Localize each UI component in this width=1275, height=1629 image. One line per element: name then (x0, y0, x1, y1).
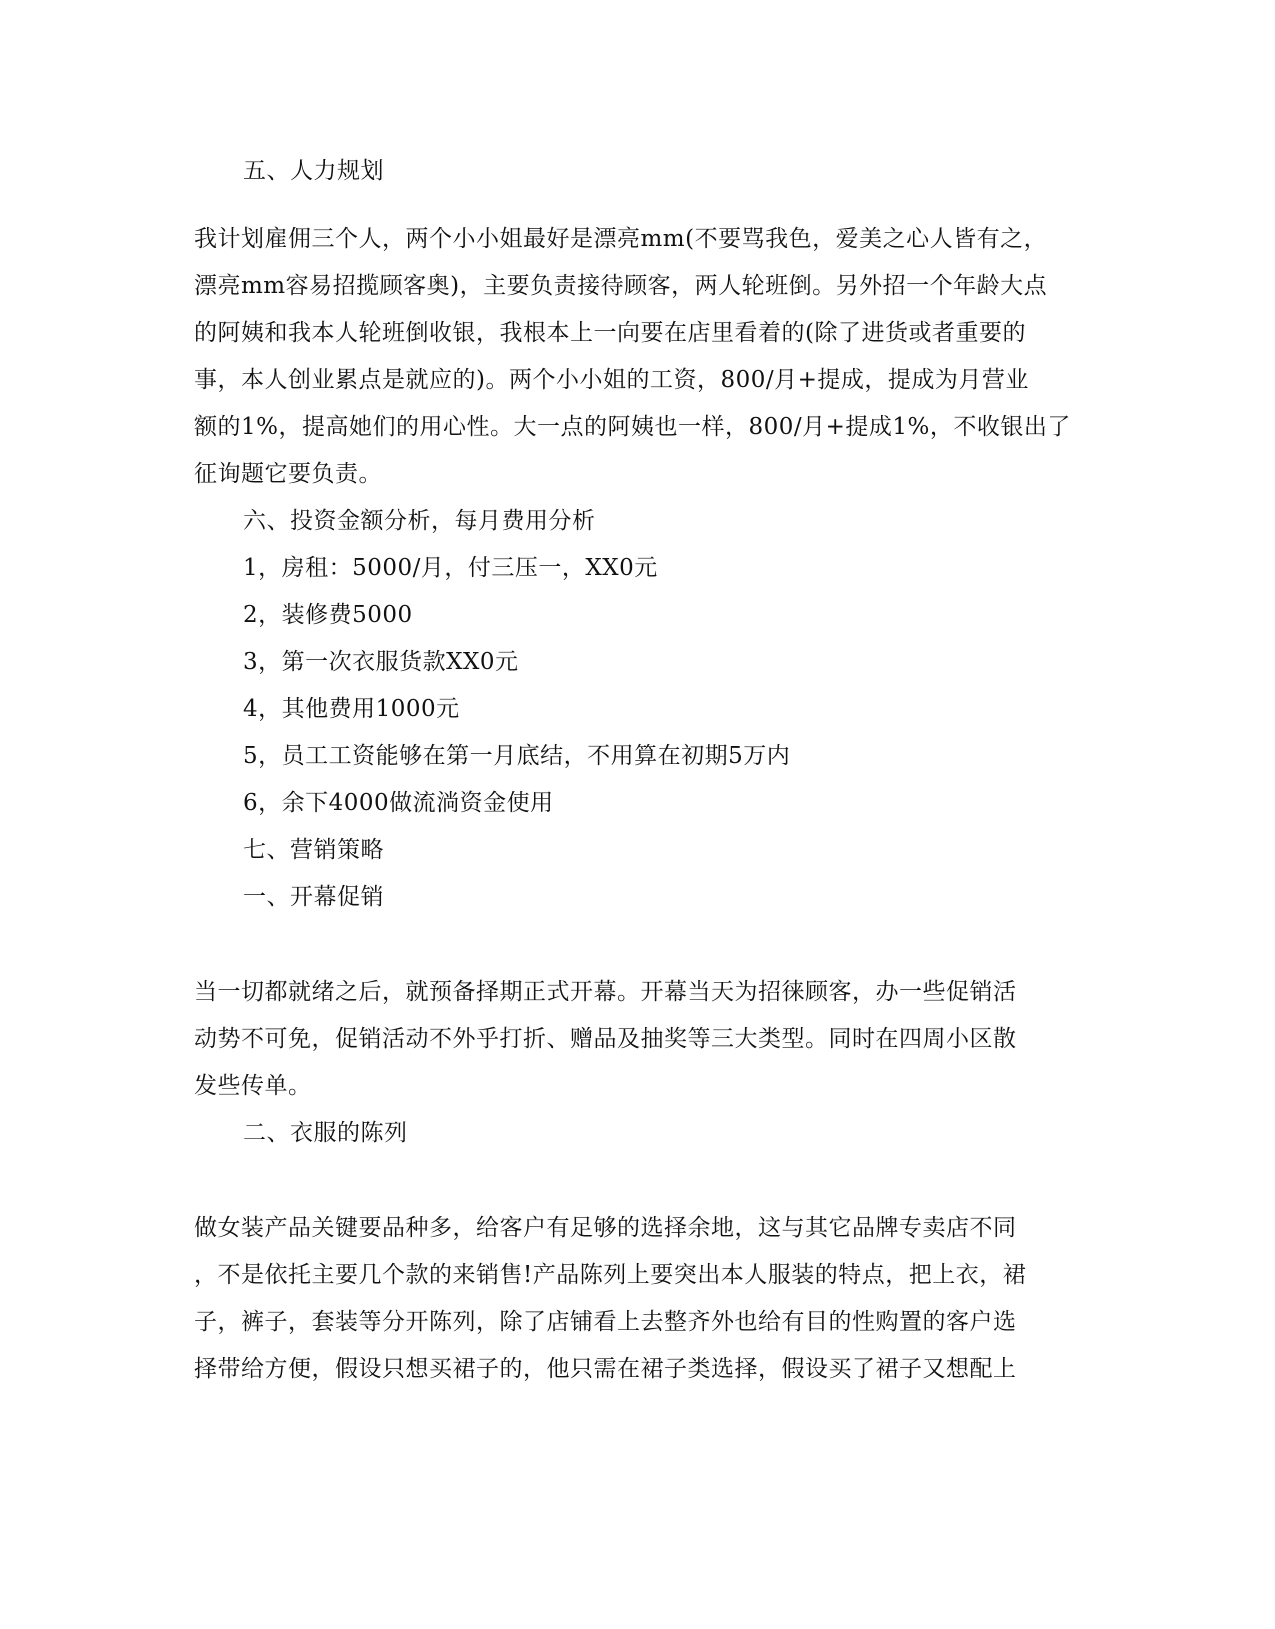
paragraph-line: 当一切都就绪之后，就预备择期正式开幕。开幕当天为招徕顾客，办一些促销活 (194, 979, 1017, 1005)
sub-heading-display: 二、衣服的陈列 (243, 1120, 408, 1146)
list-item: 2，装修费5000 (243, 602, 413, 628)
paragraph-line: 漂亮mm容易招揽顾客奥)，主要负责接待顾客，两人轮班倒。另外招一个年龄大点 (194, 273, 1048, 299)
paragraph-line: 的阿姨和我本人轮班倒收银，我根本上一向要在店里看着的(除了进货或者重要的 (194, 320, 1026, 346)
paragraph-line: 发些传单。 (194, 1073, 312, 1099)
paragraph-line: 子，裤子，套装等分开陈列，除了店铺看上去整齐外也给有目的性购置的客户选 (194, 1309, 1017, 1335)
list-item: 6，余下4000做流淌资金使用 (243, 790, 554, 816)
paragraph-line: 事，本人创业累点是就应的)。两个小小姐的工资，800/月+提成，提成为月营业 (194, 367, 1029, 393)
list-item: 4，其他费用1000元 (243, 696, 460, 722)
paragraph-line: 择带给方便，假设只想买裙子的，他只需在裙子类选择，假设买了裙子又想配上 (194, 1356, 1017, 1382)
section-heading-investment: 六、投资金额分析，每月费用分析 (243, 508, 596, 534)
paragraph-line: 动势不可免，促销活动不外乎打折、赠品及抽奖等三大类型。同时在四周小区散 (194, 1026, 1017, 1052)
list-item: 3，第一次衣服货款XX0元 (243, 649, 519, 675)
paragraph-line: ，不是依托主要几个款的来销售!产品陈列上要突出本人服装的特点，把上衣，裙 (194, 1262, 1027, 1288)
paragraph-line: 征询题它要负责。 (194, 461, 382, 487)
section-heading-marketing: 七、营销策略 (243, 837, 384, 863)
sub-heading-opening-promotion: 一、开幕促销 (243, 884, 384, 910)
list-item: 5，员工工资能够在第一月底结，不用算在初期5万内 (243, 743, 791, 769)
section-heading-staffing: 五、人力规划 (243, 158, 384, 184)
paragraph-line: 做女装产品关键要品种多，给客户有足够的选择余地，这与其它品牌专卖店不同 (194, 1215, 1017, 1241)
paragraph-line: 我计划雇佣三个人，两个小小姐最好是漂亮mm(不要骂我色，爱美之心人皆有之， (194, 226, 1048, 252)
list-item: 1，房租：5000/月，付三压一，XX0元 (243, 555, 658, 581)
paragraph-line: 额的1%，提高她们的用心性。大一点的阿姨也一样，800/月+提成1%，不收银出了 (194, 414, 1071, 440)
